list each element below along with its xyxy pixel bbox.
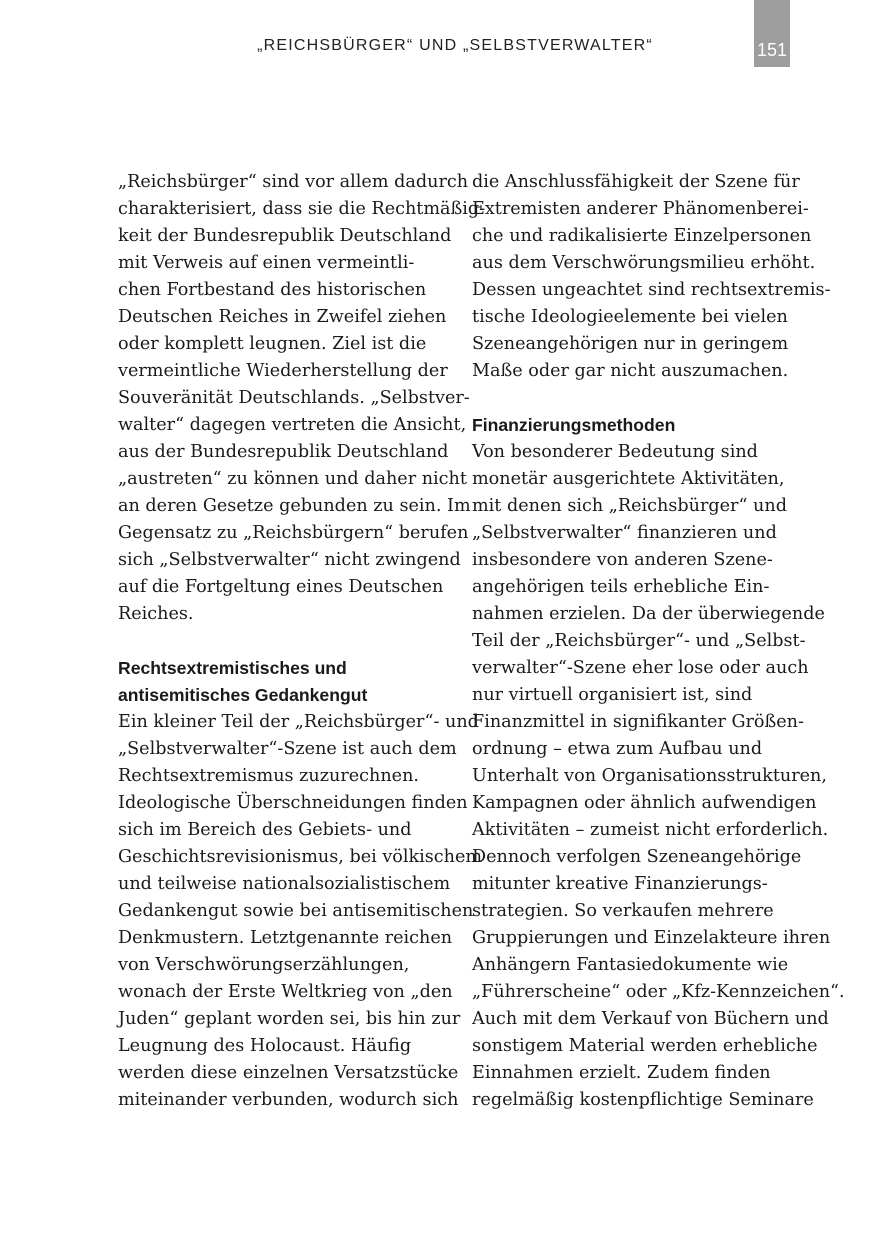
text-line: und teilweise nationalsozialistischem	[118, 874, 451, 894]
text-line: Auch mit dem Verkauf von Büchern und	[472, 1009, 829, 1029]
text-line: verwalter“-Szene eher lose oder auch	[472, 658, 809, 678]
text-line: nur virtuell organisiert ist, sind	[472, 685, 753, 705]
text-line: mit Verweis auf einen vermeintli-	[118, 253, 415, 273]
text-line: „Führerscheine“ oder „Kfz-Kennzeichen“.	[472, 982, 845, 1002]
text-line: „Selbstverwalter“ finanzieren und	[472, 523, 777, 543]
text-line: wonach der Erste Weltkrieg von „den	[118, 982, 453, 1002]
text-line: Von besonderer Bedeutung sind	[472, 442, 758, 462]
text-line: oder komplett leugnen. Ziel ist die	[118, 334, 427, 354]
text-line: Gruppierungen und Einzelakteure ihren	[472, 928, 831, 948]
text-line: Rechtsextremismus zuzurechnen.	[118, 766, 420, 786]
text-line: aus der Bundesrepublik Deutschland	[118, 442, 449, 462]
text-line: charakterisiert, dass sie die Rechtmäßig-	[118, 199, 486, 219]
text-line: Einnahmen erzielt. Zudem finden	[472, 1063, 771, 1083]
text-line: mitunter kreative Finanzierungs-	[472, 874, 768, 894]
text-line: ordnung – etwa zum Aufbau und	[472, 739, 763, 759]
text-line: Reiches.	[118, 604, 194, 624]
text-line: mit denen sich „Reichsbürger“ und	[472, 496, 787, 516]
text-line: miteinander verbunden, wodurch sich	[118, 1090, 459, 1110]
text-line: tische Ideologieelemente bei vielen	[472, 307, 788, 327]
text-line: regelmäßig kostenpflichtige Seminare	[472, 1090, 814, 1110]
text-line: „Reichsbürger“ sind vor allem dadurch	[118, 172, 469, 192]
text-line: che und radikalisierte Einzelpersonen	[472, 226, 812, 246]
text-line: werden diese einzelnen Versatzstücke	[118, 1063, 459, 1083]
text-line: Aktivitäten – zumeist nicht erforderlich.	[472, 820, 829, 840]
paragraph-gap	[472, 385, 802, 412]
text-line: aus dem Verschwörungsmilieu erhöht.	[472, 253, 816, 273]
text-line: nahmen erzielen. Da der überwiegende	[472, 604, 825, 624]
section-heading-rechtsextremismus	[118, 655, 448, 709]
text-line: strategien. So verkaufen mehrere	[472, 901, 774, 921]
text-line: angehörigen teils erhebliche Ein-	[472, 577, 770, 597]
text-line: die Anschlussfähigkeit der Szene für	[472, 172, 800, 192]
right-column	[472, 169, 845, 1114]
text-line: Ein kleiner Teil der „Reichsbürger“- und	[118, 712, 479, 732]
text-line: Rechtsextremistisches und	[118, 658, 347, 678]
text-line: Gedankengut sowie bei antisemitischen	[118, 901, 474, 921]
text-line: vermeintliche Wiederherstellung der	[118, 361, 448, 381]
text-line: Denkmustern. Letztgenannte reichen	[118, 928, 453, 948]
text-line: Unterhalt von Organisationsstrukturen,	[472, 766, 827, 786]
running-head: „REICHSBÜRGER“ UND „SELBSTVERWALTER“	[257, 37, 653, 54]
section-paragraph-finanzierung	[472, 439, 845, 1114]
text-line: sonstigem Material werden erhebliche	[472, 1036, 818, 1056]
text-line: Juden“ geplant worden sei, bis hin zur	[118, 1009, 461, 1029]
text-line: Kampagnen oder ähnlich aufwendigen	[472, 793, 817, 813]
text-line: Deutschen Reiches in Zweifel ziehen	[118, 307, 447, 327]
left-column	[118, 169, 486, 1114]
text-line: keit der Bundesrepublik Deutschland	[118, 226, 452, 246]
text-line: „austreten“ zu können und daher nicht	[118, 469, 467, 489]
section-paragraph-rechtsextremismus	[118, 709, 483, 1114]
text-line: Finanzmittel in signifikanter Größen-	[472, 712, 804, 732]
paragraph-gap	[118, 628, 448, 655]
text-line: auf die Fortgeltung eines Deutschen	[118, 577, 444, 597]
text-line: Ideologische Überschneidungen finden	[118, 793, 468, 813]
text-line: sich „Selbstverwalter“ nicht zwingend	[118, 550, 461, 570]
text-line: Anhängern Fantasiedokumente wie	[472, 955, 789, 975]
text-line: chen Fortbestand des historischen	[118, 280, 427, 300]
page-number-tab	[754, 0, 790, 67]
text-line: Maße oder gar nicht auszumachen.	[472, 361, 789, 381]
text-line: walter“ dagegen vertreten die Ansicht,	[118, 415, 467, 435]
text-line: Dessen ungeachtet sind rechtsextremis-	[472, 280, 831, 300]
page-number: 151	[756, 40, 788, 60]
text-line: Gegensatz zu „Reichsbürgern“ berufen	[118, 523, 469, 543]
text-line: monetär ausgerichtete Aktivitäten,	[472, 469, 785, 489]
section-heading-finanzierung	[472, 412, 802, 439]
text-line: Geschichtsrevisionismus, bei völkischem	[118, 847, 483, 867]
text-line: antisemitisches Gedankengut	[118, 685, 368, 705]
text-line: „Selbstverwalter“-Szene ist auch dem	[118, 739, 457, 759]
text-line: Teil der „Reichsbürger“- und „Selbst-	[472, 631, 806, 651]
text-line: Szeneangehörigen nur in geringem	[472, 334, 789, 354]
text-line: sich im Bereich des Gebiets- und	[118, 820, 412, 840]
text-line: an deren Gesetze gebunden zu sein. Im	[118, 496, 471, 516]
text-line: Extremisten anderer Phänomenberei-	[472, 199, 809, 219]
text-line: Leugnung des Holocaust. Häufig	[118, 1036, 412, 1056]
text-line: Souveränität Deutschlands. „Selbstver-	[118, 388, 470, 408]
text-line: von Verschwörungserzählungen,	[118, 955, 410, 975]
continuation-paragraph	[472, 169, 831, 385]
intro-paragraph	[118, 169, 486, 628]
text-line: Finanzierungsmethoden	[472, 415, 676, 435]
text-line: insbesondere von anderen Szene-	[472, 550, 773, 570]
text-line: Dennoch verfolgen Szeneangehörige	[472, 847, 802, 867]
